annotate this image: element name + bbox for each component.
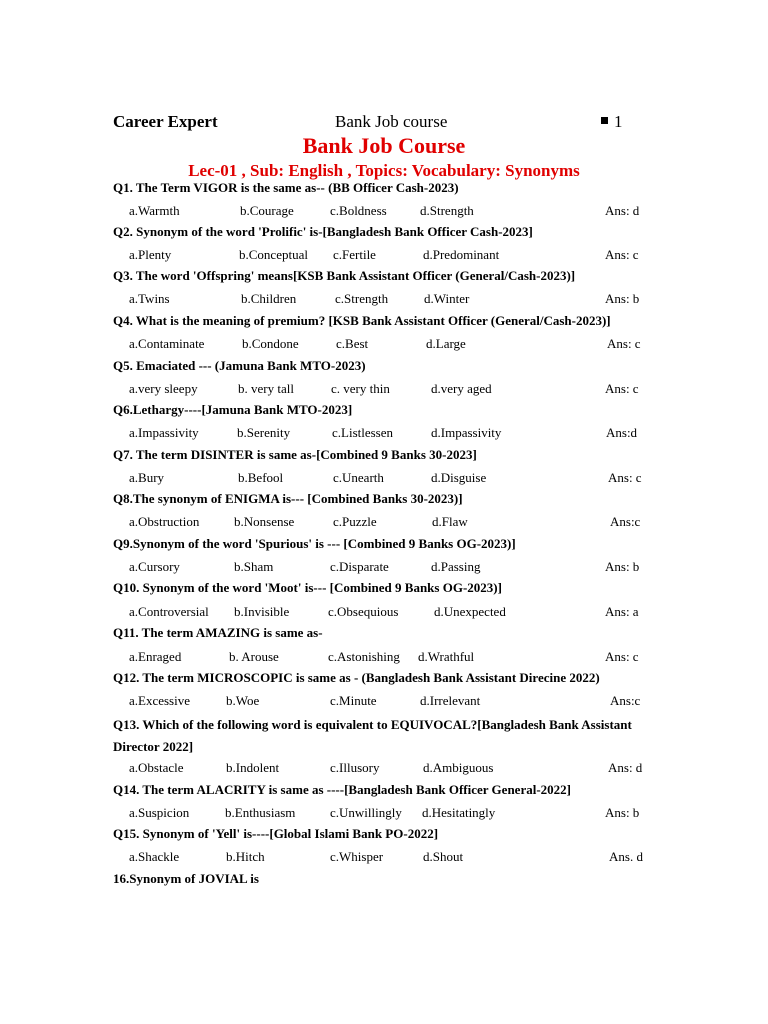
option-d: d.Impassivity — [431, 425, 502, 440]
options-row — [0, 203, 768, 221]
question-text: Q14. The term ALACRITY is same as ----[Bangladesh Bank Officer General-2022] — [113, 782, 571, 797]
answer-label: Ans. d — [609, 849, 643, 864]
options-row — [0, 805, 768, 823]
answer-label: Ans:c — [610, 693, 641, 708]
option-d: d.Irrelevant — [420, 693, 481, 708]
options-row — [0, 381, 768, 399]
options-row — [0, 559, 768, 577]
option-d: d.Flaw — [432, 514, 468, 529]
answer-label: Ans: c — [607, 336, 641, 351]
option-b: b. Arouse — [229, 649, 279, 664]
option-a: a.Bury — [129, 470, 165, 485]
option-c: c.Boldness — [330, 203, 387, 218]
options-row — [0, 291, 768, 309]
option-b: b.Befool — [238, 470, 284, 485]
option-b: b.Indolent — [226, 760, 280, 775]
question-text: Q13. Which of the following word is equivalent to EQUIVOCAL?[Bangladesh Bank Assistant Director 2022] — [113, 717, 632, 754]
answer-label: Ans: b — [605, 559, 640, 574]
page-title: Bank Job Course — [302, 133, 466, 158]
option-b: b.Sham — [234, 559, 274, 574]
option-a: a.Obstruction — [129, 514, 200, 529]
option-a: a.Cursory — [129, 559, 180, 574]
question-text: Q6.Lethargy----[Jamuna Bank MTO-2023] — [113, 402, 353, 417]
option-c: c.Listlessen — [332, 425, 394, 440]
option-b: b.Enthusiasm — [225, 805, 296, 820]
option-a: a.Warmth — [129, 203, 180, 218]
question-text: Q10. Synonym of the word 'Moot' is--- [Combined 9 Banks OG-2023)] — [113, 580, 502, 595]
option-a: a.Impassivity — [129, 425, 199, 440]
options-row — [0, 693, 768, 711]
option-a: a.Controversial — [129, 604, 209, 619]
answer-label: Ans: c — [605, 381, 639, 396]
question-text: Q8.The synonym of ENIGMA is--- [Combined Banks 30-2023)] — [113, 491, 463, 506]
option-a: a.Suspicion — [129, 805, 190, 820]
header-course: Bank Job course — [335, 112, 448, 131]
option-c: c.Fertile — [333, 247, 376, 262]
option-d: d.Ambiguous — [423, 760, 494, 775]
option-c: c.Minute — [330, 693, 377, 708]
answer-label: Ans: a — [605, 604, 639, 619]
question-text: Q4. What is the meaning of premium? [KSB Bank Assistant Officer (General/Cash-2023)] — [113, 313, 611, 328]
answer-label: Ans: d — [608, 760, 643, 775]
answer-label: Ans: c — [608, 470, 642, 485]
options-row — [0, 514, 768, 532]
option-b: b.Courage — [240, 203, 294, 218]
answer-label: Ans: c — [605, 649, 639, 664]
option-c: c.Strength — [335, 291, 389, 306]
option-a: a.Plenty — [129, 247, 172, 262]
option-d: d.Wrathful — [418, 649, 475, 664]
options-row — [0, 649, 768, 667]
option-a: a.Shackle — [129, 849, 180, 864]
option-c: c.Astonishing — [328, 649, 400, 664]
option-c: c.Illusory — [330, 760, 380, 775]
option-d: d.Predominant — [423, 247, 500, 262]
option-b: b.Serenity — [237, 425, 291, 440]
option-c: c. very thin — [331, 381, 390, 396]
question-text: Q1. The Term VIGOR is the same as-- (BB Officer Cash-2023) — [113, 180, 459, 195]
options-row — [0, 425, 768, 443]
option-c: c.Best — [336, 336, 369, 351]
option-d: d.Strength — [420, 203, 474, 218]
option-d: d.Winter — [424, 291, 470, 306]
option-a: a.Obstacle — [129, 760, 184, 775]
answer-label: Ans:c — [610, 514, 641, 529]
option-a: a.very sleepy — [129, 381, 198, 396]
option-b: b.Invisible — [234, 604, 290, 619]
option-c: c.Unearth — [333, 470, 384, 485]
page-header — [113, 112, 633, 134]
option-d: d.Passing — [431, 559, 481, 574]
page-subtitle: Lec-01 , Sub: English , Topics: Vocabulary: Synonyms — [188, 161, 580, 180]
option-b: b.Children — [241, 291, 297, 306]
answer-label: Ans: c — [605, 247, 639, 262]
question-text: Q2. Synonym of the word 'Prolific' is-[Bangladesh Bank Officer Cash-2023] — [113, 224, 533, 239]
question-text: Q7. The term DISINTER is same as-[Combined 9 Banks 30-2023] — [113, 447, 477, 462]
option-c: c.Puzzle — [333, 514, 377, 529]
question-text: Q12. The term MICROSCOPIC is same as - (Bangladesh Bank Assistant Direcine 2022) — [113, 670, 600, 685]
header-brand: Career Expert — [113, 112, 218, 131]
question-text: Q15. Synonym of 'Yell' is----[Global Islami Bank PO-2022] — [113, 826, 439, 841]
options-row — [0, 604, 768, 622]
answer-label: Ans: b — [605, 805, 640, 820]
option-d: d.Hesitatingly — [422, 805, 496, 820]
option-b: b.Hitch — [226, 849, 265, 864]
options-row — [0, 849, 768, 867]
options-row — [0, 336, 768, 354]
question-text: 16.Synonym of JOVIAL is — [113, 871, 259, 886]
page-number: 1 — [614, 112, 623, 131]
options-row — [0, 470, 768, 488]
option-a: a.Enraged — [129, 649, 182, 664]
option-d: d.Large — [426, 336, 466, 351]
option-a: a.Excessive — [129, 693, 191, 708]
option-d: d.very aged — [431, 381, 492, 396]
option-c: c.Obsequious — [328, 604, 399, 619]
option-b: b.Nonsense — [234, 514, 295, 529]
option-d: d.Disguise — [431, 470, 487, 485]
square-bullet-icon — [601, 117, 608, 124]
option-b: b.Condone — [242, 336, 299, 351]
options-row — [0, 760, 768, 778]
answer-label: Ans: d — [605, 203, 640, 218]
option-b: b.Woe — [226, 693, 260, 708]
answer-label: Ans:d — [606, 425, 638, 440]
option-d: d.Unexpected — [434, 604, 506, 619]
option-c: c.Unwillingly — [330, 805, 402, 820]
question-text: Q9.Synonym of the word 'Spurious' is --- [Combined 9 Banks OG-2023)] — [113, 536, 516, 551]
option-c: c.Disparate — [330, 559, 389, 574]
options-row — [0, 247, 768, 265]
question-text: Q3. The word 'Offspring' means[KSB Bank Assistant Officer (General/Cash-2023)] — [113, 268, 576, 283]
option-c: c.Whisper — [330, 849, 384, 864]
option-b: b. very tall — [238, 381, 294, 396]
question-text: Q5. Emaciated --- (Jamuna Bank MTO-2023) — [113, 358, 366, 373]
question-text: Q11. The term AMAZING is same as- — [113, 625, 323, 640]
header-page-number — [601, 112, 623, 132]
option-a: a.Contaminate — [129, 336, 205, 351]
answer-label: Ans: b — [605, 291, 640, 306]
option-b: b.Conceptual — [239, 247, 308, 262]
option-a: a.Twins — [129, 291, 170, 306]
option-d: d.Shout — [423, 849, 464, 864]
